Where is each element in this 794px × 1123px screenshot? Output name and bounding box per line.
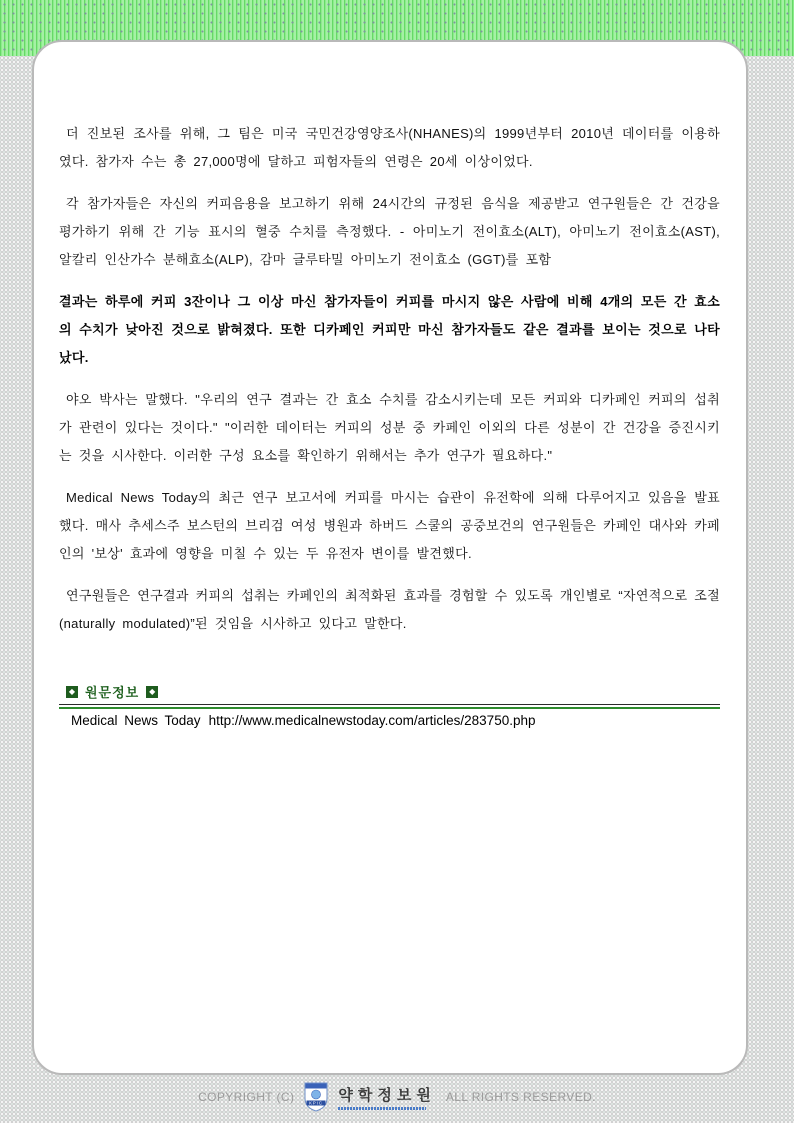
source-reference [59,713,720,728]
paragraph-conclusion: 연구원들은 연구결과 커피의 섭취는 카페인의 최적화된 효과를 경험할 수 있도록 개인별로 “자연적으로 조절(naturally modulated)”된 것임을 시사하고 있다고 말한다. [59,588,720,631]
paragraph-method: 각 참가자들은 자신의 커피음용을 보고하기 위해 24시간의 규정된 음식을 제공받고 연구원들은 간 건강을 평가하기 위해 간 기능 표시의 혈중 수치를 측정했다. - 아미노기 전이효소(ALT), 아미노기 전이효소(AST), 알칼리 인산가수 분해효소(ALP), 감마 글루타밀 아미노기 전이효소 (GGT)를 포함 [59,196,720,267]
source-name: Medical News Today [71,713,201,728]
kpic-shield-logo-icon [304,1082,328,1112]
paragraph-key-finding: 결과는 하루에 커피 3잔이나 그 이상 마신 참가자들이 커피를 마시지 않은 사람에 비해 4개의 모든 간 효소의 수치가 낮아진 것으로 밝혀졌다. 또한 디카페인 커피만 마신 참가자들도 같은 결과를 보이는 것으로 나타났다. [59,294,720,365]
paragraph-genetics-report: Medical News Today의 최근 연구 보고서에 커피를 마시는 습관이 유전학에 의해 다루어지고 있음을 발표했다. 매사 추세스주 보스턴의 브리검 여성 병원과 하버드 스쿨의 공중보건의 연구원들은 카페인 대사와 카페인의 '보상' 효과에 영향을 미칠 수 있는 두 유전자 변이를 발견했다. [59,490,720,561]
svg-text:KPIC: KPIC [309,1100,324,1106]
copyright-prefix-text: COPYRIGHT (C) [198,1090,295,1104]
paragraph-survey-data: 더 진보된 조사를 위해, 그 팀은 미국 국민건강영양조사(NHANES)의 1999년부터 2010년 데이터를 이용하였다. 참가자 수는 총 27,000명에 달하고 피험자들의 연령은 20세 이상이었다. [59,126,720,169]
page-footer [0,1077,794,1117]
paragraph-researcher-quote: 야오 박사는 말했다. "우리의 연구 결과는 간 효소 수치를 감소시키는데 모든 커피와 디카페인 커피의 섭취가 관련이 있다는 것이다." "이러한 데이터는 커피의 성분 중 카페인 이외의 다른 성분이 간 건강을 증진시키는 것을 시사한다. 이러한 구성 요소를 확인하기 위해서는 추가 연구가 필요하다." [59,392,720,463]
source-info-label: 원문정보 [85,685,140,700]
source-url-link[interactable]: http://www.medicalnewstoday.com/articles/283750.php [208,713,536,728]
source-divider-rule [59,707,720,709]
document-content [34,42,746,728]
organization-block [338,1084,435,1110]
source-info-section [59,682,720,728]
organization-name: 약학정보원 [338,1087,436,1104]
diamond-bullet-icon: ◆ [146,686,158,698]
rights-reserved-text: ALL RIGHTS RESERVED. [445,1090,596,1104]
organization-subtext-bar [338,1107,426,1110]
document-card [32,40,748,1075]
source-info-header [59,682,720,705]
diamond-bullet-icon: ◆ [66,686,78,698]
